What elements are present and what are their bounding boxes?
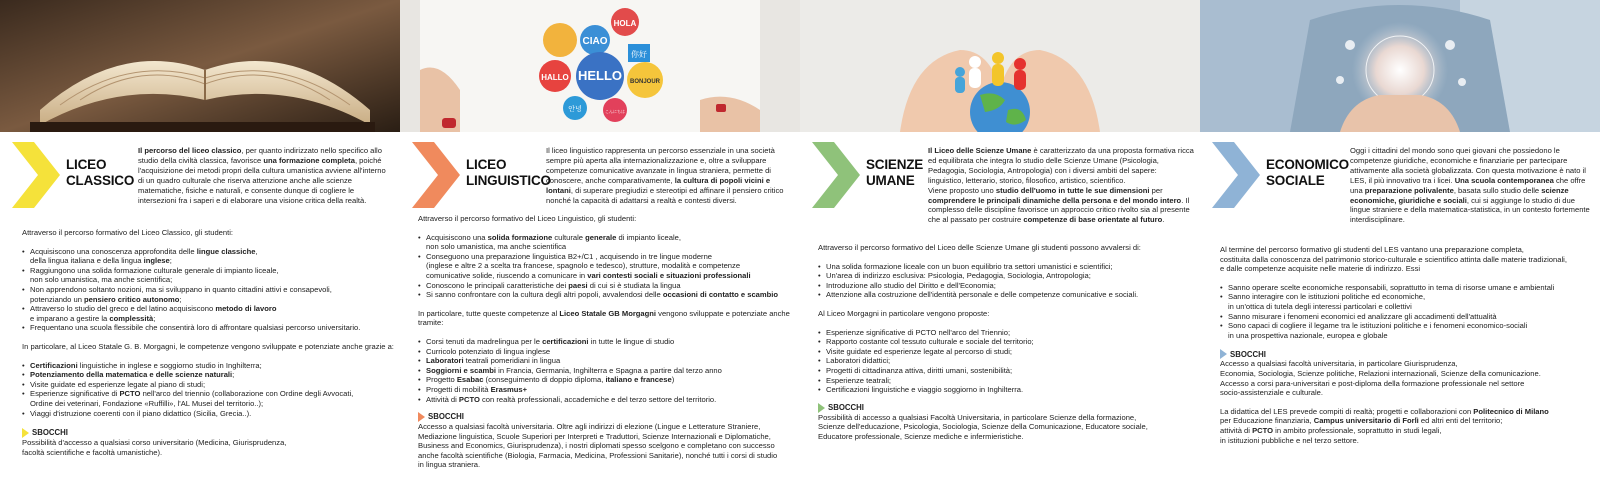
section-body bbox=[818, 243, 1190, 442]
list-item: • Raggiungono una solida formazione culturale generale di impianto liceale, non solo umanistica, ma anche scientifica; bbox=[22, 266, 394, 285]
sbocchi-text: Accesso a qualsiasi facoltà universitaria, in particolare Giurisprudenza, Economia, Sociologia, Scienze politiche, Relazioni internazionali, Scienze della comunicazione. Accesso a corsi para-universitari e post-diploma della formazione professionale nel settore socio-assistenziale e culturale. bbox=[1220, 359, 1541, 398]
list-item: • Attraverso lo studio del greco e del latino acquisiscono metodo di lavoro e imparano a gestire la complessità; bbox=[22, 304, 394, 323]
list-item: • Certificazioni linguistiche in inglese e soggiorno studio in Inghilterra; bbox=[22, 361, 394, 371]
list-item: • Sanno misurare i fenomeni economici ed analizzare gli accadimenti dell'attualità bbox=[1220, 312, 1592, 322]
list-item: • Si sanno confrontare con la cultura degli altri popoli, avvalendosi delle occasioni di contatto e scambio bbox=[418, 290, 790, 300]
speech-word: CIAO bbox=[582, 36, 608, 47]
sbocchi-text: Accesso a qualsiasi facoltà universitaria. Oltre agli indirizzi di elezione (Lingue e Letterature Straniere, Mediazione linguistica, Scuole Superiori per Interpreti e Traduttori, Scienze Internazionali e Diplomatiche, Business and Economics, Giurisprudenza), i nostri diplomati spesso scelgono e completano con successo anche facoltà scientifiche (Biologia, Farmacia, Medicina, Professioni Sanitarie), nonché tutti i corsi di studio in lingua straniera. bbox=[418, 422, 778, 470]
sbocchi-heading bbox=[22, 428, 394, 438]
sbocchi-heading bbox=[418, 412, 790, 422]
list-item: • Visite guidate ed esperienze legate al percorso di studi; bbox=[818, 347, 1190, 357]
list-item: • Sanno operare scelte economiche responsabili, soprattutto in tema di risorse umane e ambientali bbox=[1220, 283, 1592, 293]
list-item: • Conoscono le principali caratteristiche dei paesi di cui si è studiata la lingua bbox=[418, 281, 790, 291]
hands-globe-photo bbox=[800, 0, 1200, 132]
sbocchi-heading bbox=[818, 403, 1190, 413]
section-title bbox=[466, 157, 552, 189]
student-list bbox=[418, 233, 790, 300]
chevron-blue-icon bbox=[1212, 142, 1260, 208]
list-item: • Esperienze significative di PCTO nell'arco del triennio (collaborazione con Ordine degli Avvocati, Ordine dei veterinari, Fondazione «Ruffilli», l'AL Musei del territorio..); bbox=[22, 389, 394, 408]
title-line-1: ECONOMICO bbox=[1266, 157, 1349, 172]
list-item: • Progetti di mobilità Erasmus+ bbox=[418, 385, 790, 395]
list-item: • Rapporto costante col tessuto culturale e sociale del territorio; bbox=[818, 337, 1190, 347]
section-liceo-classico bbox=[0, 0, 400, 486]
sbocchi-label: SBOCCHI bbox=[428, 412, 464, 422]
list-item: • Attività di PCTO con realtà professionali, accademiche e del terzo settore del territorio. bbox=[418, 395, 790, 405]
activities-list bbox=[818, 328, 1190, 395]
list-item: • Certificazioni linguistiche e viaggio soggiorno in Inghilterra. bbox=[818, 385, 1190, 395]
speech-bubbles-photo bbox=[400, 0, 800, 132]
section-title bbox=[66, 157, 144, 189]
paragraph: Al Liceo Morgagni in particolare vengono proposte: bbox=[818, 308, 990, 318]
open-book-photo bbox=[0, 0, 400, 132]
list-item: • Viaggi d'istruzione coerenti con il piano didattico (Sicilia, Grecia..). bbox=[22, 409, 394, 419]
student-list bbox=[818, 262, 1190, 300]
title-line-2: LINGUISTICO bbox=[466, 173, 551, 188]
list-item: • Progetti di cittadinanza attiva, diritti umani, sostenibilità; bbox=[818, 366, 1190, 376]
intro-text: Il Liceo delle Scienze Umane è caratterizzato da una proposta formativa ricca ed equilibrata che integra lo studio delle Scienze Umane (Psicologia, Pedagogia, Sociologia, Antropologia) con i diversi ambiti del sapere: linguistico, letterario, storico, filosofico, artistico, scientifico. Viene proposto uno studio dell'uomo in tutte le sue dimensioni per comprendere le principali dinamiche della persona e del mondo intero. Il complesso delle discipline favorisce un approccio critico rivolto sia al presente che al passato per costruire competenze di base orientate al futuro. bbox=[928, 146, 1194, 225]
speech-word: BONJOUR bbox=[629, 79, 661, 85]
activities-list bbox=[418, 337, 790, 404]
title-line-2: UMANE bbox=[866, 173, 915, 188]
sbocchi-text: Possibilità d'accesso a qualsiasi corso universitario (Medicina, Giurisprudenza, facoltà scientifiche e facoltà umanistiche). bbox=[22, 438, 287, 457]
section-body bbox=[1220, 245, 1592, 445]
list-item: • Laboratori teatrali pomeridiani in lingua bbox=[418, 356, 790, 366]
mini-chevron-icon bbox=[818, 403, 825, 413]
paragraph: In particolare, al Liceo Statale G. B. Morgagni, le competenze vengono sviluppate e potenziate anche grazie a: bbox=[22, 341, 394, 351]
list-item: • Acquisiscono una conoscenza approfondita delle lingue classiche, della lingua italiana e della lingua inglese; bbox=[22, 247, 394, 266]
title-line-2: CLASSICO bbox=[66, 173, 135, 188]
list-item: • Esperienze teatrali; bbox=[818, 376, 1190, 386]
chevron-yellow-icon bbox=[12, 142, 60, 208]
list-item: • Acquisiscono una solida formazione culturale generale di impianto liceale, non solo umanistica, ma anche scientifica bbox=[418, 233, 790, 252]
intro-text: Oggi i cittadini del mondo sono quei giovani che possiedono le competenze giuridiche, economiche e finanziarie per partecipare attivamente alla società globalizzata. Con questa motivazione è nato il LES, il più innovativo tra i licei. Una scuola contemporanea che offre una preparazione polivalente, basata sullo studio delle scienze economiche, giuridiche e sociali, cui si aggiunge lo studio di due lingue straniere e della matematica-statistica, in un contesto fortemente interdisciplinare. bbox=[1350, 146, 1590, 225]
sbocchi-label: SBOCCHI bbox=[32, 428, 68, 438]
sbocchi-heading bbox=[1220, 349, 1592, 359]
sbocchi-label: SBOCCHI bbox=[828, 402, 864, 412]
section-body bbox=[418, 214, 790, 470]
list-item: • Sono capaci di cogliere il legame tra le istituzioni politiche e i fenomeni economico-sociali in una prospettiva nazionale, europea e globale bbox=[1220, 321, 1592, 340]
list-item: • Progetto Esabac (conseguimento di doppio diploma, italiano e francese) bbox=[418, 375, 790, 385]
speech-word: 你好 bbox=[631, 50, 647, 59]
chevron-green-icon bbox=[812, 142, 860, 208]
chevron-orange-icon bbox=[412, 142, 460, 208]
section-economico-sociale bbox=[1200, 0, 1600, 486]
list-item: • Un'area di indirizzo esclusiva: Psicologia, Pedagogia, Sociologia, Antropologia; bbox=[818, 271, 1190, 281]
intro-text: Il liceo linguistico rappresenta un percorso essenziale in una società sempre più aperta alla internazionalizzazione e, oltre a sviluppare competenze comunicative avanzate in lingua straniera, permette di conoscere, anche comparativamente, la cultura di popoli vicini e lontani, di superare pregiudizi e stereotipi ed affinare il pensiero critico nonché la capacità di adattarsi a realtà e contesti diversi. bbox=[546, 146, 784, 205]
list-item: • Laboratori didattici; bbox=[818, 356, 1190, 366]
paragraph: Al termine del percorso formativo gli studenti del LES vantano una preparazione completa, costituita dalla conoscenza del patrimonio storico-culturale e scientifico attinta dalle materie tradizionali, e dalle competenze acquisite nelle materie di indirizzo. Essi bbox=[1220, 245, 1567, 274]
mini-chevron-icon bbox=[418, 412, 425, 422]
paragraph: Attraverso il percorso formativo del Liceo Classico, gli studenti: bbox=[22, 228, 234, 237]
speech-word: こんにちは bbox=[605, 109, 625, 114]
title-line-2: SOCIALE bbox=[1266, 173, 1325, 188]
student-list bbox=[1220, 283, 1592, 341]
speech-word: HALLO bbox=[541, 73, 569, 82]
list-item: • Conseguono una preparazione linguistica B2+/C1 , acquisendo in tre lingue moderne (inglese e altre 2 a scelta tra francese, spagnolo e tedesco), strutture, modalità e competenze comunicative solide, riuscendo a comunicare in vari contesti sociali e situazioni professionali bbox=[418, 252, 790, 281]
sbocchi-text: Possibilità di accesso a qualsiasi Facoltà Universitaria, in particolare Scienze della formazione, Scienze dell'educazione, Psicologia, Sociologia, Scienze della Comunicazione, Educatore sociale, Educatore professionale, Scienze mediche e infermieristiche. bbox=[818, 412, 1148, 441]
section-scienze-umane bbox=[800, 0, 1200, 486]
list-item: • Corsi tenuti da madrelingua per le certificazioni in tutte le lingue di studio bbox=[418, 337, 790, 347]
extra-text: La didattica del LES prevede compiti di realtà; progetti e collaborazioni con Politecnico di Milano per Educazione finanziaria, Campus universitario di Forlì ed altri enti del territorio; attività di PCTO in ambito professionale, soprattutto in studi legali, in istituzioni pubbliche e nel terzo settore. bbox=[1220, 406, 1549, 445]
sbocchi-label: SBOCCHI bbox=[1230, 349, 1266, 359]
student-list bbox=[22, 247, 394, 333]
list-item: • Attenzione alla costruzione dell'identità personale e delle competenze comunicative e sociali. bbox=[818, 290, 1190, 300]
speech-word: 안녕 bbox=[568, 105, 582, 113]
list-item: • Frequentano una scuola flessibile che consentirà loro di affrontare qualsiasi percorso universitario. bbox=[22, 323, 394, 333]
intro-text: Il percorso del liceo classico, per quanto indirizzato nello specifico allo studio della civiltà classica, favorisce una formazione completa, poiché l'acquisizione dei metodi propri della cultura umanistica avviene all'interno di un quadro culturale che riserva attenzione anche alle scienze matematiche, fisiche e naturali, e consente dunque di cogliere le intersezioni fra i saperi e di elaborare una visione critica della realtà. bbox=[138, 146, 386, 205]
section-body bbox=[22, 228, 394, 457]
list-item: • Potenziamento della matematica e delle scienze naturali; bbox=[22, 370, 394, 380]
activities-list bbox=[22, 361, 394, 419]
mini-chevron-icon bbox=[1220, 349, 1227, 359]
list-item: • Una solida formazione liceale con un buon equilibrio tra settori umanistici e scientifici; bbox=[818, 262, 1190, 272]
section-liceo-linguistico bbox=[400, 0, 800, 486]
digital-globe-photo bbox=[1200, 0, 1600, 132]
speech-word: HELLO bbox=[577, 68, 623, 83]
paragraph: In particolare, tutte queste competenze al Liceo Statale GB Morgagni vengono sviluppate e potenziate anche tramite: bbox=[418, 308, 790, 328]
list-item: • Esperienze significative di PCTO nell'arco del Triennio; bbox=[818, 328, 1190, 338]
section-title bbox=[1266, 157, 1358, 189]
list-item: • Visite guidate ed esperienze legate al piano di studi; bbox=[22, 380, 394, 390]
paragraph: Attraverso il percorso formativo del Liceo delle Scienze Umane gli studenti possono avvalersi di: bbox=[818, 243, 1141, 252]
list-item: • Introduzione allo studio del Diritto e dell'Economia; bbox=[818, 281, 1190, 291]
list-item: • Non apprendono soltanto nozioni, ma si sviluppano in quanto cittadini attivi e consapevoli, potenziando un pensiero critico autonomo; bbox=[22, 285, 394, 304]
title-line-1: LICEO bbox=[466, 157, 507, 172]
list-item: • Sanno interagire con le istituzioni politiche ed economiche, in un'ottica di tutela degli interessi particolari e collettivi bbox=[1220, 292, 1592, 311]
list-item: • Soggiorni e scambi in Francia, Germania, Inghilterra e Spagna a partire dal terzo anno bbox=[418, 366, 790, 376]
mini-chevron-icon bbox=[22, 428, 29, 438]
list-item: • Curricolo potenziato di lingua inglese bbox=[418, 347, 790, 357]
title-line-1: LICEO bbox=[66, 157, 107, 172]
title-line-1: SCIENZE bbox=[866, 157, 924, 172]
speech-word: HOLA bbox=[613, 19, 637, 28]
paragraph: Attraverso il percorso formativo del Liceo Linguistico, gli studenti: bbox=[418, 214, 637, 223]
